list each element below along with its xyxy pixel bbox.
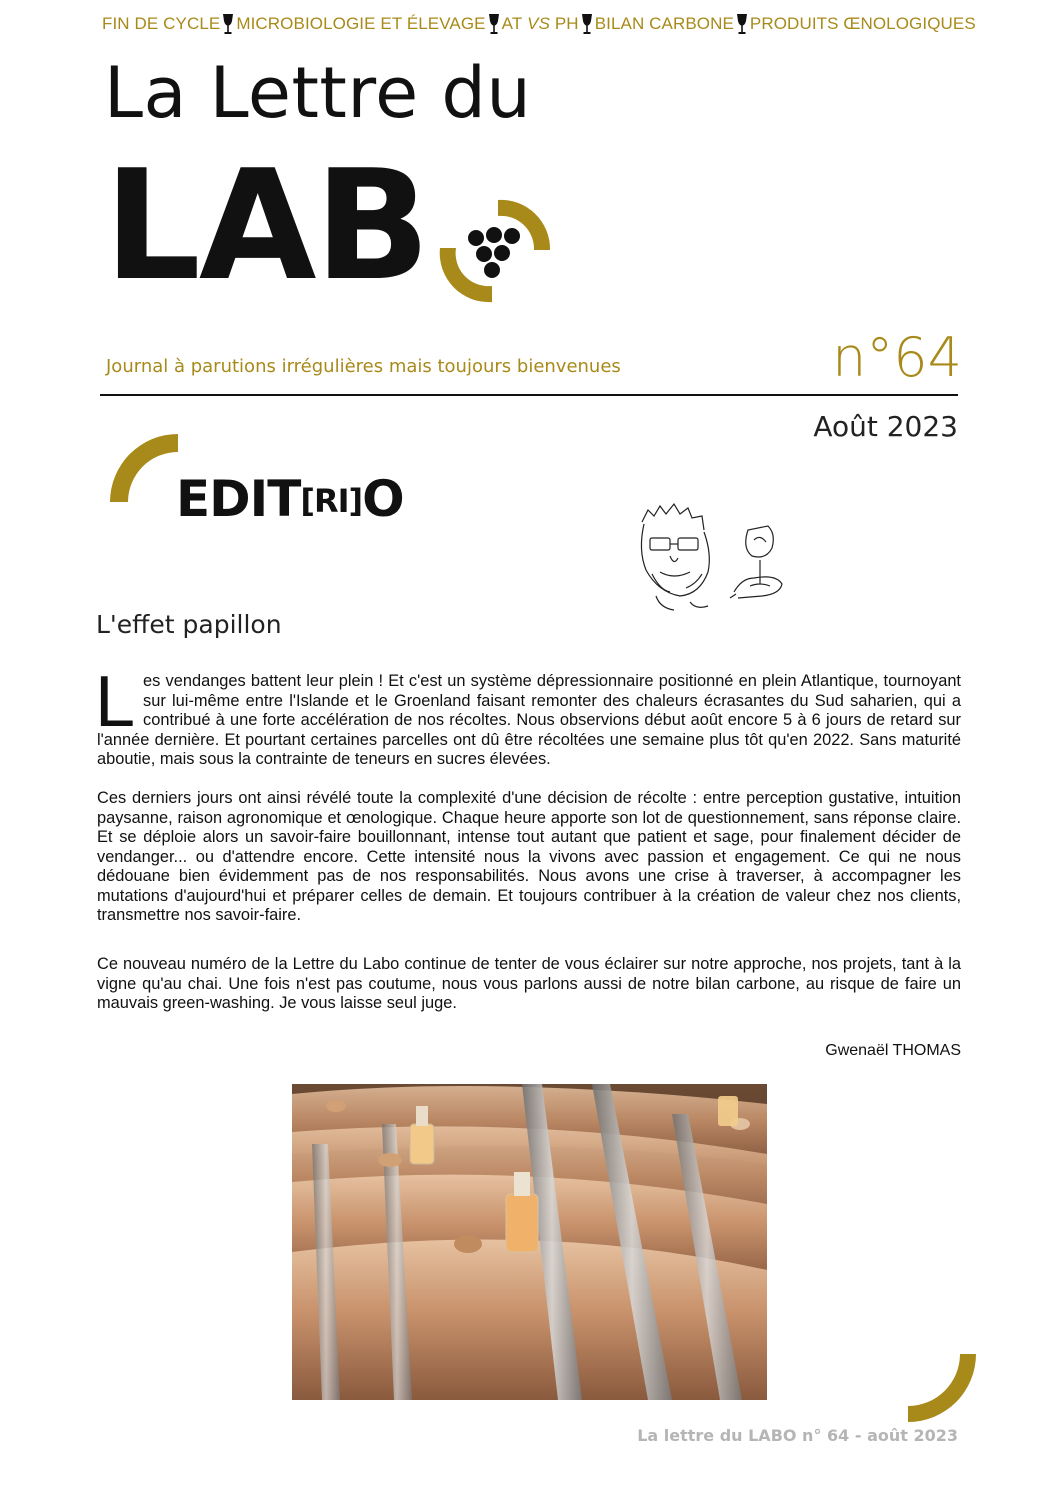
topic-microbiologie: MICROBIOLOGIE ET ÉLEVAGE — [236, 14, 486, 33]
topic-at: AT — [501, 14, 523, 33]
grape-cluster-logo-icon — [436, 190, 554, 308]
topic-fin-de-cycle: FIN DE CYCLE — [102, 14, 221, 33]
edito-heading: EDIT[RI]O — [176, 470, 404, 528]
drop-cap: L — [95, 662, 136, 742]
masthead-tagline: Journal à parutions irrégulières mais toujours bienvenues — [106, 356, 621, 377]
edito-arc-icon — [108, 432, 184, 508]
wine-glass-icon — [736, 13, 748, 35]
article-paragraph-2: Ces derniers jours ont ainsi révélé toute la complexité d'une décision de récolte : entre perception gustative, intuition paysanne, raison agronomique et œnologique. Chaque heure apporte son lot de questionnement, sans réponse claire. Et se déploie alors un savoir-faire bouillonnant, intense tout autant que patient et sage, pour finalement décider de vendanger... ou d'attendre encore. Cette intensité nous la vivons avec passion et engagement. Ce qui ne nous dédouane bien évidemment pas de nos responsabilités. Nous avons une crise à traverser, à accompagner les mutations d'aujourd'hui et préparer celles de demain. Et toujours contribuer à la création de valeur chez nos clients, transmettre nos savoir-faire. — [97, 789, 961, 924]
author-signature: Gwenaël THOMAS — [825, 1042, 961, 1059]
masthead-title-lab: LAB — [104, 137, 429, 314]
corner-arc-icon — [904, 1350, 978, 1424]
article-paragraph-1: Les vendanges battent leur plein ! Et c'est un système dépressionnaire positionné en plein Atlantique, tournoyant sur lui-même entre l'Islande et le Groenland faisant remonter des chaleurs écrasantes du Sud saharien, qui a contribué à une forte accélération de nos récoltes. Nous observions début août encore 5 à 6 jours de retard sur l'année dernière. Et pourtant certaines parcelles ont dû être récoltées une semaine plus tôt qu'en 2022. Sans maturité aboutie, mais sous la contrainte de teneurs en sucres élevées. — [95, 662, 961, 768]
wine-glass-icon — [581, 13, 593, 35]
article-paragraph-3: Ce nouveau numéro de la Lettre du Labo continue de tenter de vous éclairer sur notre approche, nos projets, tant à la vigne qu'au chai. Une fois n'est pas coutume, nous vous parlons aussi de notre bilan carbone, au risque de faire un mauvais green-washing. Je vous laisse seul juge. — [97, 955, 961, 1012]
topic-bilan-carbone: BILAN CARBONE — [594, 14, 734, 33]
page-footer: La lettre du LABO n° 64 - août 2023 — [637, 1426, 958, 1445]
author-caricature-with-wine-glass-icon — [630, 500, 790, 615]
topic-vs: VS — [527, 14, 551, 33]
topic-produits-oenologiques: PRODUITS ŒNOLOGIQUES — [749, 14, 976, 33]
oak-barrels-with-wine-sample-bottles-image — [292, 1084, 767, 1400]
issue-date: Août 2023 — [813, 410, 958, 443]
masthead-divider — [100, 394, 958, 396]
wine-glass-icon — [222, 13, 234, 35]
masthead-title-line1: La Lettre du — [104, 52, 532, 134]
article-title: L'effet papillon — [96, 610, 282, 639]
wine-glass-icon — [488, 13, 500, 35]
issue-number: n°64 — [832, 326, 962, 389]
topic-strip — [102, 12, 982, 36]
topic-ph: PH — [554, 14, 579, 33]
